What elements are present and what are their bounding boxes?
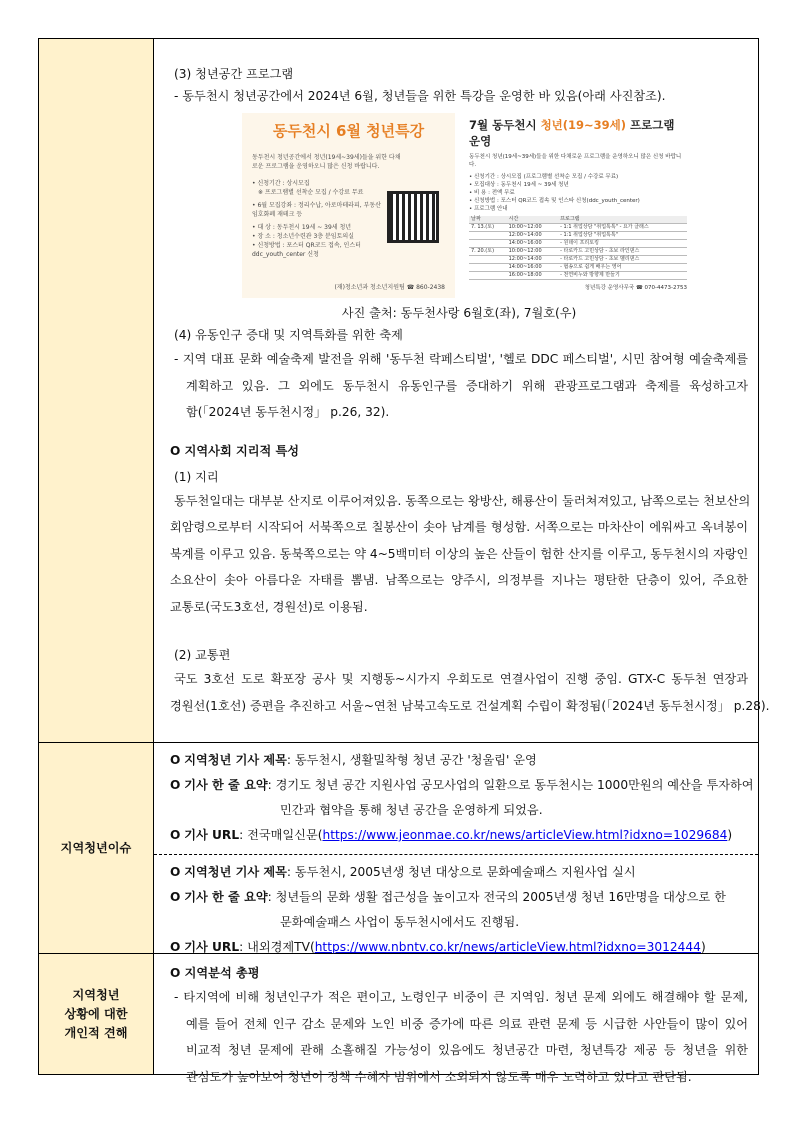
article-title-value: : 동두천시, 2005년생 청년 대상으로 문화예술패스 지원사업 실시 [286,865,636,879]
opinion-line: 비교적 청년 문제에 관해 소홀해질 가능성이 있음에도 청년공간 마련, 청년특강 제공 등 청년을 위한 [186,1043,748,1057]
bullet-icon: O [170,828,181,842]
poster-june-intro: 동두천시 청년공간에서 청년(19세~39세)들을 위한 다채로운 프로그램을 운영하오니 많은 신청 바랍니다. [252,154,401,170]
geo-line: 소요산이 솟아 아름다운 자태를 뽐냄. 남쪽으로는 양주시, 의정부를 지나는 평탄한 단층이 있어, 주요한 [170,573,748,587]
bullet-icon: O [170,778,181,792]
poster-july-item: • 신청방법 : 포스터 QR코드 접속 및 인스타 신청(ddc_youth_center) [469,198,640,204]
article-summary-text: : 경기도 청년 공간 지원사업 공모사업의 일환으로 동두천시는 1000만원의 예산을 투자하여 [267,778,754,792]
festival-heading: (4) 유동인구 증대 및 지역특화를 위한 축제 [174,328,403,342]
poster-july-item: • 프로그램 안내 [469,206,508,212]
schedule-row [469,256,687,264]
schedule-head-cell: 날짜 [469,216,507,224]
geo-sub-heading: (1) 지리 [174,469,219,484]
opinion-line: 예를 들어 전체 인구 감소 문제와 노인 비중 증가에 따른 의료 관련 문제 등 시급한 사안들이 많이 있어 [186,1016,748,1031]
traffic-sub-heading: (2) 교통편 [174,648,231,662]
bullet-icon: O [170,753,181,767]
schedule-cell [469,272,507,280]
article-summary-label: 기사 한 줄 요약 [184,890,268,904]
poster-june-item: • 대 상 : 동두천시 19세 ~ 39세 청년 [252,224,352,231]
poster-june-item: • 신청기간 : 상시모집 [252,180,310,187]
article1-title [170,749,748,771]
content-cell-opinion [154,954,759,1084]
schedule-cell [469,256,507,264]
schedule-cell: 12:00~14:00 [507,256,559,264]
schedule-cell: - 협송으로 쉽게 배우는 영어 [558,264,687,272]
schedule-cell [469,264,507,272]
article2-url-row [170,936,748,958]
article-title-label: 지역청년 기사 제목 [184,865,287,879]
traffic-line: 국도 3호선 도로 확포장 공사 및 지행동~시가지 우회도로 연결사업이 진행 중임. GTX-C 동두천 연장과 [174,672,748,686]
label-personal-opinion [39,954,154,1075]
schedule-row [469,264,687,272]
traffic-line: 경원선(1호선) 증편을 추진하고 서울~연천 남북고속도로 건설계획 수립이 확정됨(「2024년 동두천시정」 p.28). [170,698,770,713]
row-personal-opinion [39,954,759,1075]
schedule-cell: - 1:1 취업상담 "취업톡톡" [558,232,687,240]
schedule-row [469,272,687,280]
schedule-row [469,248,687,256]
schedule-row [469,232,687,240]
poster-july-item: • 모집대상 : 동두천시 19세 ~ 39세 청년 [469,182,569,188]
label-line: 개인적 견해 [64,1025,128,1040]
article-url-label: 기사 URL [184,940,240,954]
poster-july-title-suffix: 프로그램 운영 [469,118,675,148]
article1-url-link[interactable]: https://www.jeonmae.co.kr/news/articleView.html?idxno=1029684 [322,828,728,842]
poster-june-item: • 신청방법 : 포스터 QR코드 접속, 인스터 ddc_youth_center 신청 [252,242,361,258]
bullet-icon: O [170,865,181,879]
article-url-source: : 내외경제TV( [239,940,315,954]
schedule-row [469,240,687,248]
article-url-source: : 전국매일신문( [239,828,323,842]
content-cell-issues [154,743,759,954]
schedule-cell: 14:00~16:00 [507,240,559,248]
geo-line: 교통로(국도3호선, 경원선)로 이용됨. [170,599,368,614]
schedule-head-cell: 시간 [507,216,559,224]
poster-june-title: 동두천시 6월 청년특강 [272,122,425,140]
photo-caption: 사진 출처: 동두천사랑 6월호(좌), 7월호(우) [341,306,577,320]
schedule-cell [469,240,507,248]
festival-line: 함(「2024년 동두천시정」 p.26, 32). [186,405,390,419]
schedule-head-cell: 프로그램 [558,216,687,224]
program-heading: (3) 청년공간 프로그램 [174,67,294,81]
poster-june-footer: (재)청소년과 청소년지원팀 ☎ 860-2438 [334,284,445,291]
schedule-cell: - 타로카드 고민상담 - 초보 벨리댄스 [558,256,687,264]
schedule-cell: 12:00~14:00 [507,232,559,240]
poster-july-title-prefix: 7월 동두천시 [469,118,541,132]
report-table [38,38,770,1084]
geo-heading-row [170,440,748,462]
poster-july-item: • 비 용 : 전액 무료 [469,190,515,196]
article2-summary-cont: 문화예술패스 사업이 동두천시에서도 진행됨. [280,915,520,929]
bullet-icon: O [170,443,181,458]
label-line: 지역청년 [72,987,120,1002]
qr-code-icon [387,191,439,243]
article1-summary-cont: 민간과 협약을 통해 청년 공간을 운영하게 되었음. [280,803,543,817]
label-line: 상황에 대한 [64,1006,128,1021]
article1-url-row [170,824,748,846]
program-text: - 동두천시 청년공간에서 2024년 6월, 청년들을 위한 특강을 운영한 바 있음(아래 사진참조). [174,89,666,103]
article-summary-text: : 청년들의 문화 생활 접근성을 높이고자 전국의 2005년생 청년 16만명을 대상으로 한 [267,890,726,904]
schedule-cell: 10:00~12:00 [507,224,559,232]
geo-line: 회암령으로부터 시작되어 서북쪽으로 칠봉산이 솟아 남계를 형성함. 서쪽으로는 마차산이 에워싸고 옥녀봉이 [170,520,748,534]
schedule-cell: - 1:1 취업상담 "취업톡톡" - 요가 클래스 [558,224,687,232]
article-url-close: ) [700,940,706,954]
opinion-heading: 지역분석 총평 [184,966,260,980]
schedule-cell: 14:00~16:00 [507,264,559,272]
article2-title [170,861,748,883]
poster-july-title-highlight: 청년(19~39세) [540,118,627,132]
festival-line: 계획하고 있음. 그 외에도 동두천시 유동인구를 증대하기 위해 관광프로그램과 축제를 육성하고자 [186,378,748,393]
geo-line: 동두천일대는 대부분 산지로 이루어져있음. 동쪽으로는 왕방산, 해룡산이 둘러쳐져있고, 남쪽으로는 천보산의 [174,493,751,508]
schedule-head-row [469,216,687,224]
content-cell-overview [154,39,770,743]
article-summary-label: 기사 한 줄 요약 [184,778,268,792]
poster-july-image [467,113,689,298]
article2-url-link[interactable]: https://www.nbntv.co.kr/news/articleView.html?idxno=3012444 [314,940,701,954]
schedule-cell: 7. 20.(토) [469,248,507,256]
opinion-line: - 타지역에 비해 청년인구가 적은 편이고, 노령인구 비중이 큰 지역임. 청년 문제 외에도 해결해야 할 문제, [174,990,748,1004]
festival-line: - 지역 대표 문화 예술축제 발전을 위해 '동두천 락페스티벌', '헬로 DDC 페스티벌', 시민 참여형 예술축제를 [174,352,748,366]
bullet-icon: O [170,966,181,980]
article-url-close: ) [727,828,733,842]
poster-june-image [242,113,455,298]
schedule-cell: 10:00~12:00 [507,248,559,256]
opinion-line: 관심도가 높아보여 청년이 정책 수혜자 범위에서 소외되지 않도록 매우 노력하고 있다고 판단됨. [186,1069,692,1084]
schedule-cell: 16:00~18:00 [507,272,559,280]
geo-line: 북계를 이루고 있음. 동북쪽으로는 약 4~5백미터 이상의 높은 산들이 험한 산지를 이루고, 동두천시의 자랑인 [170,546,749,561]
schedule-cell: - 타로카드 고민상담 - 초보 라인댄스 [558,248,687,256]
article2-summary [170,886,748,908]
poster-july-footer: 청년특강 운영사무국 ☎ 070-4473-2753 [584,285,687,291]
row-region-overview [39,39,759,743]
geo-heading: 지역사회 지리적 특성 [184,443,300,458]
poster-july-item: • 신청기간 : 상시모집 (프로그램별 선착순 모집 / 수강료 무료) [469,174,619,180]
article-title-value: : 동두천시, 생활밀착형 청년 공간 '청울림' 운영 [286,753,537,767]
bullet-icon: O [170,890,181,904]
poster-images [242,113,748,298]
label-cell-empty [39,39,154,743]
schedule-cell: 7. 13.(토) [469,224,507,232]
row-youth-issues [39,743,759,954]
schedule-row [469,224,687,232]
schedule-cell [469,232,507,240]
schedule-cell: - 원데이 프리토킹 [558,240,687,248]
poster-june-item: ※ 프로그램별 선착순 모집 / 수강료 무료 [258,189,364,196]
article1-summary [170,774,754,796]
bullet-icon: O [170,940,181,954]
poster-july-schedule [469,216,687,280]
poster-july-intro: 동두천시 청년(19세~39세)들을 위한 다채로운 프로그램을 운영하오니 많은 신청 바랍니다. [469,154,682,168]
schedule-cell: - 천연비누와 방향제 만들기 [558,272,687,280]
article-title-label: 지역청년 기사 제목 [184,753,287,767]
opinion-heading-row [170,962,748,984]
label-youth-issues: 지역청년이슈 [39,743,154,954]
article-separator [154,854,758,855]
poster-june-item: • 장 소 : 청소년수련관 3층 분임토의실 [252,233,354,240]
poster-july-title [469,117,687,149]
article-url-label: 기사 URL [184,828,240,842]
poster-june-item: • 6월 모집강좌 : 정리수납, 아로마테라피, 부동산 임호화폐 재테크 등 [252,202,381,218]
